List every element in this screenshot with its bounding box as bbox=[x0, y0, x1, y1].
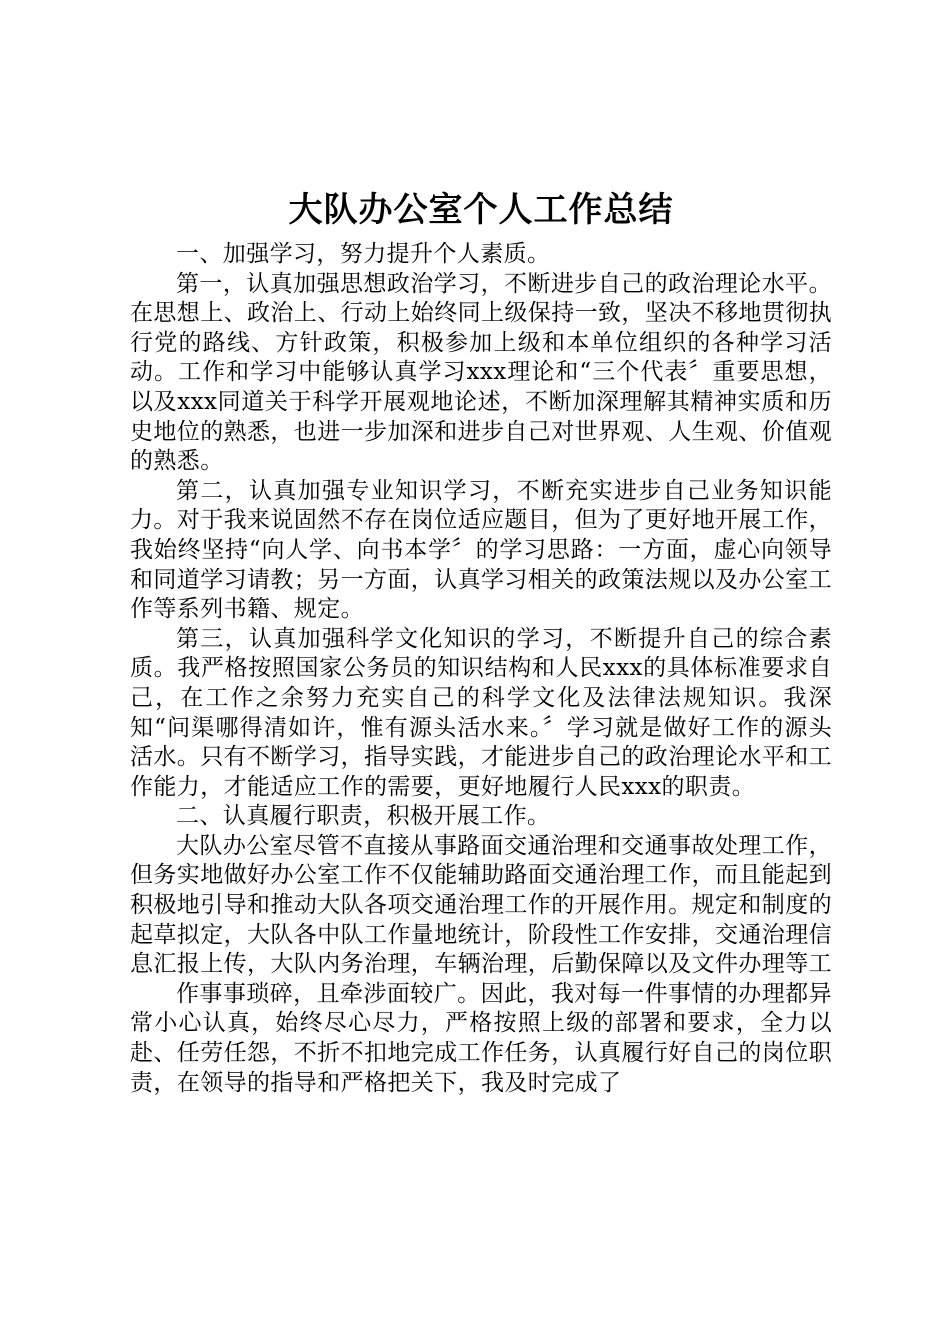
paragraph-office-duties: 大队办公室尽管不直接从事路面交通治理和交通事故处理工作，但务实地做好办公室工作不仅能辅助路面交通治理工作，而且能起到积极地引导和推动大队各项交通治理工作的开展作用。规定和制度的起草拟定，大队各中队工作量地统计，阶段性工作安排，交通治理信息汇报上传，大队内务治理，车辆治理，后勤保障以及文件办理等工 bbox=[130, 832, 832, 978]
paragraph-section-1-heading: 一、加强学习，努力提升个人素质。 bbox=[176, 241, 551, 267]
paragraph-second-point: 第二，认真加强专业知识学习，不断充实进步自己业务知识能力。对于我来说固然不存在岗位适应题目，但为了更好地开展工作，我始终坚持“向人学、向书本学〞的学习思路：一方面，虚心向领导和同道学习请教；另一方面，认真学习相关的政策法规以及办公室工作等系列书籍、规定。 bbox=[130, 477, 832, 623]
document-title: 大队办公室个人工作总结 bbox=[288, 190, 674, 230]
paragraph-third-point: 第三，认真加强科学文化知识的学习，不断提升自己的综合素质。我严格按照国家公务员的知识结构和人民xxx的具体标准要求自己，在工作之余努力充实自己的科学文化及法律法规知识。我深知“问渠哪得清如许，惟有源头活水来。〞学习就是做好工作的源头活水。只有不断学习，指导实践，才能进步自己的政治理论水平和工作能力，才能适应工作的需要，更好地履行人民xxx的职责。 bbox=[130, 625, 832, 800]
paragraph-office-duties-continued: 作事事琐碎，且牵涉面较广。因此，我对每一件事情的办理都异常小心认真，始终尽心尽力，严格按照上级的部署和要求，全力以赴、任劳任怨，不折不扣地完成工作任务，认真履行好自己的岗位职责，在领导的指导和严格把关下，我及时完成了 bbox=[130, 980, 832, 1096]
paragraph-first-point: 第一，认真加强思想政治学习，不断进步自己的政治理论水平。在思想上、政治上、行动上始终同上级保持一致，坚决不移地贯彻执行党的路线、方针政策，积极参加上级和本单位组织的各种学习活动。工作和学习中能够认真学习xxx理论和“三个代表〞重要思想，以及xxx同道关于科学开展观地论述，不断加深理解其精神实质和历史地位的熟悉，也进一步加深和进步自己对世界观、人生观、价值观的熟悉。 bbox=[130, 270, 832, 475]
document-page bbox=[130, 188, 832, 1098]
paragraph-section-2-heading: 二、认真履行职责，积极开展工作。 bbox=[176, 803, 551, 830]
